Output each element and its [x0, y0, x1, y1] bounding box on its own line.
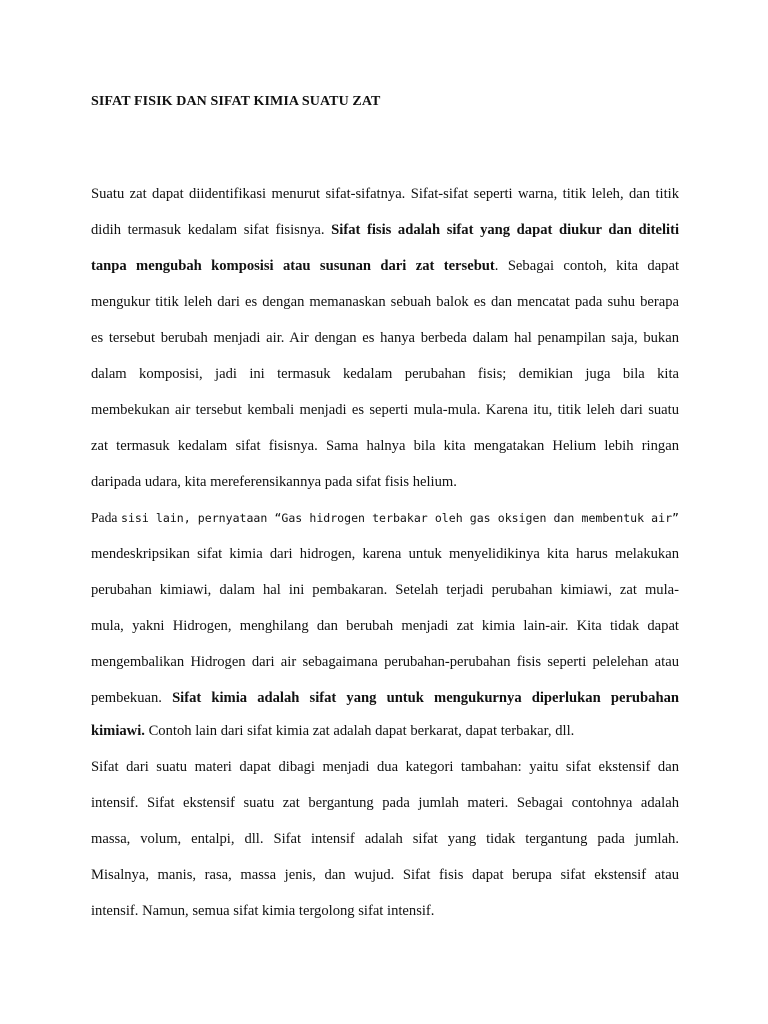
text-line-4: mengukur titik leleh dari es dengan memanaskan sebuah balok es dan mencatat pada suhu berapa: [91, 294, 679, 310]
text-line-7: membekukan air tersebut kembali menjadi es seperti mula-mula. Karena itu, titik leleh dari suatu: [91, 402, 679, 418]
text-line-9: daripada udara, kita mereferensikannya pada sifat fisis helium.: [91, 474, 457, 490]
text-line-12: perubahan kimiawi, dalam hal ini pembakaran. Setelah terjadi perubahan kimiawi, zat mula-: [91, 582, 679, 598]
text-line-11: mendeskripsikan sifat kimia dari hidrogen, karena untuk menyelidikinya kita harus melakukan: [91, 546, 679, 562]
text-line-20: Misalnya, manis, rasa, massa jenis, dan wujud. Sifat fisis dapat berupa sifat ekstensif atau: [91, 867, 679, 883]
text-line-8: zat termasuk kedalam sifat fisisnya. Sama halnya bila kita mengatakan Helium lebih ringan: [91, 438, 679, 454]
text-line-15: pembekuan. Sifat kimia adalah sifat yang untuk mengukurnya diperlukan perubahan: [91, 690, 679, 706]
text-line-6: dalam komposisi, jadi ini termasuk kedalam perubahan fisis; demikian juga bila kita: [91, 366, 679, 382]
text-line-10: Pada sisi lain, pernyataan “Gas hidrogen terbakar oleh gas oksigen dan membentuk air”: [91, 510, 679, 525]
document-title: SIFAT FISIK DAN SIFAT KIMIA SUATU ZAT: [91, 94, 381, 109]
text-line-1: Suatu zat dapat diidentifikasi menurut sifat-sifatnya. Sifat-sifat seperti warna, titik leleh, dan titik: [91, 186, 679, 202]
text-line-21: intensif. Namun, semua sifat kimia tergolong sifat intensif.: [91, 903, 435, 919]
text-line-5: es tersebut berubah menjadi air. Air dengan es hanya berbeda dalam hal penampilan saja, bukan: [91, 330, 679, 346]
text-line-17: Sifat dari suatu materi dapat dibagi menjadi dua kategori tambahan: yaitu sifat ekstensif dan: [91, 759, 679, 775]
text-line-2: didih termasuk kedalam sifat fisisnya. Sifat fisis adalah sifat yang dapat diukur dan diteliti: [91, 222, 680, 238]
text-line-16: kimiawi. Contoh lain dari sifat kimia zat adalah dapat berkarat, dapat terbakar, dll.: [91, 723, 575, 739]
text-line-3: tanpa mengubah komposisi atau susunan dari zat tersebut. Sebagai contoh, kita dapat: [91, 258, 679, 274]
text-line-19: massa, volum, entalpi, dll. Sifat intensif adalah sifat yang tidak tergantung pada jumlah.: [91, 831, 679, 847]
text-line-18: intensif. Sifat ekstensif suatu zat bergantung pada jumlah materi. Sebagai contohnya adalah: [91, 795, 679, 811]
text-line-14: mengembalikan Hidrogen dari air sebagaimana perubahan-perubahan fisis seperti pelelehan atau: [91, 654, 679, 670]
text-line-13: mula, yakni Hidrogen, menghilang dan berubah menjadi zat kimia lain-air. Kita tidak dapat: [91, 618, 679, 634]
